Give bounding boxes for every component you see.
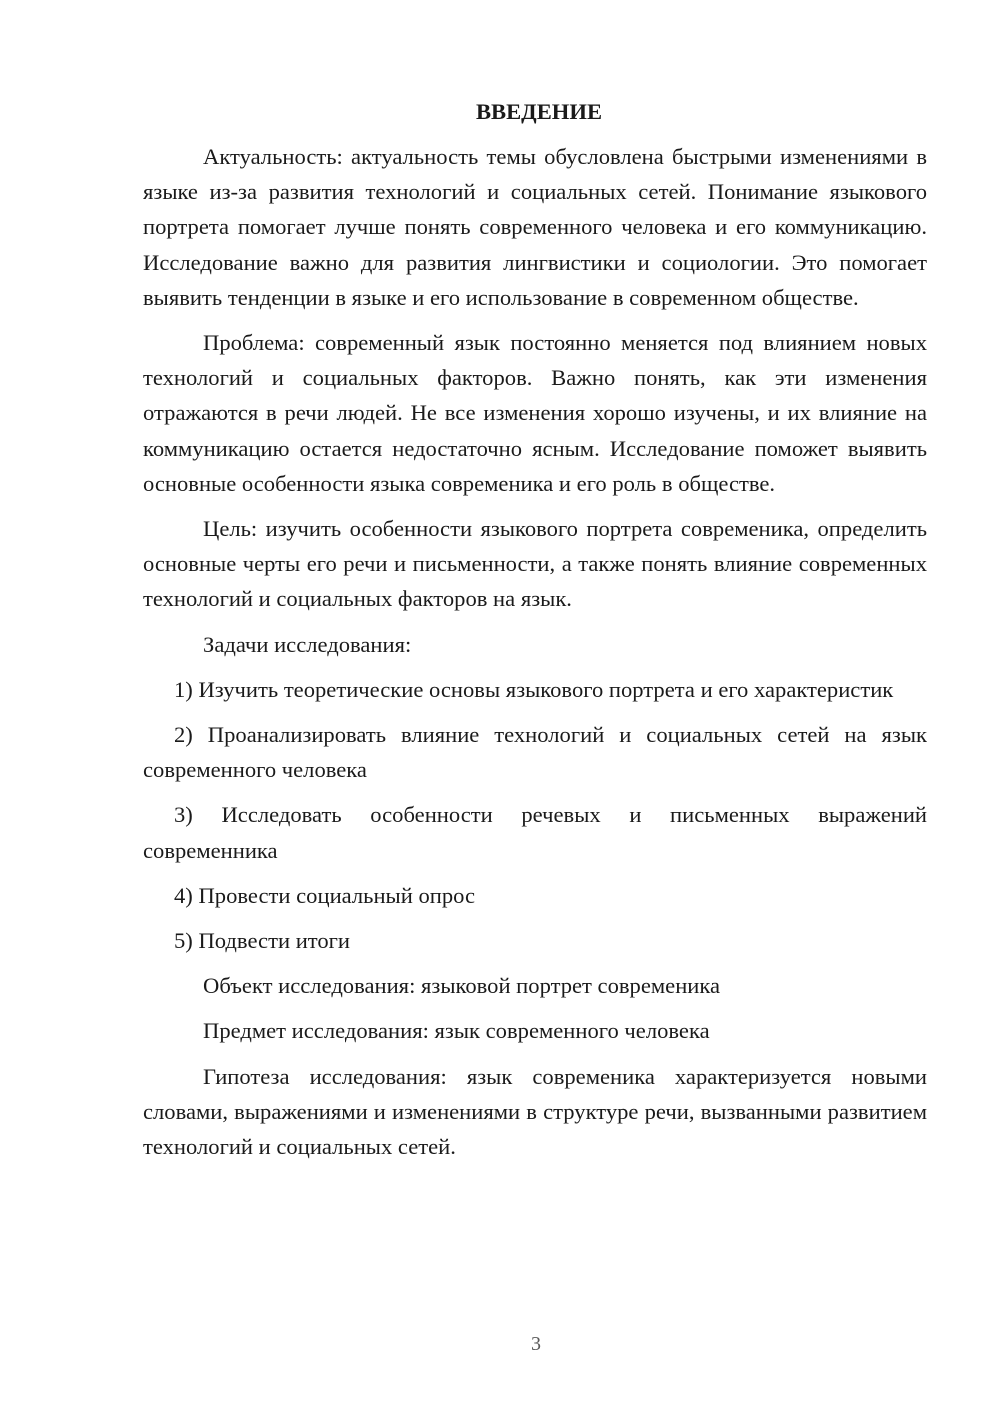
- task-item-4: 4) Провести социальный опрос: [174, 882, 476, 908]
- page-content: [143, 96, 927, 1164]
- page-number: 3: [531, 1333, 541, 1355]
- subject-paragraph: Предмет исследования: язык современного человека: [203, 1018, 710, 1044]
- task-item-5: 5) Подвести итоги: [174, 928, 351, 954]
- problem-paragraph: Проблема: современный язык постоянно меняется под влиянием новых технологий и социальных факторов. Важно понять, как эти изменения отражаются в речи людей. Не все изменения хорошо изучены, и их влияние на коммуникацию остается недостаточно ясным. Исследование поможет выявить основные особенности языка современика и его роль в обществе.: [143, 330, 927, 496]
- task-item-3: 3) Исследовать особенности речевых и письменных выражений современника: [143, 802, 927, 863]
- task-item-1: 1) Изучить теоретические основы языкового портрета и его характеристик: [174, 676, 894, 702]
- object-paragraph: Объект исследования: языковой портрет современика: [203, 973, 721, 999]
- task-item-2: 2) Проанализировать влияние технологий и социальных сетей на язык современного человека: [143, 722, 927, 783]
- section-title: ВВЕДЕНИЕ: [475, 99, 603, 124]
- goal-paragraph: Цель: изучить особенности языкового портрета современика, определить основные черты его речи и письменности, а также понять влияние современных технологий и социальных факторов на язык.: [143, 516, 927, 612]
- tasks-heading: Задачи исследования:: [203, 631, 412, 657]
- relevance-paragraph: Актуальность: актуальность темы обусловлена быстрыми изменениями в языке из-за развития технологий и социальных сетей. Понимание языкового портрета помогает лучше понять современного человека и его коммуникацию. Исследование важно для развития лингвистики и социологии. Это помогает выявить тенденции в языке и его использование в современном обществе.: [143, 144, 927, 310]
- hypothesis-paragraph: Гипотеза исследования: язык современика характеризуется новыми словами, выражениями и изменениями в структуре речи, вызванными развитием технологий и социальных сетей.: [143, 1063, 927, 1160]
